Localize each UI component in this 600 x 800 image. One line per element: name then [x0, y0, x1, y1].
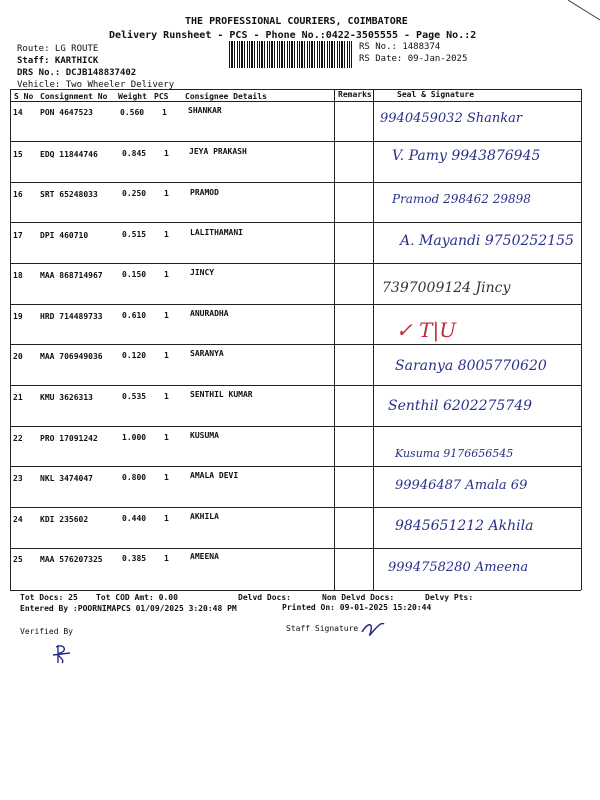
row-consignee: AMALA DEVI [190, 471, 239, 480]
row-signature: 99946487 Amala 69 [395, 478, 528, 493]
row-pcs: 1 [164, 311, 169, 320]
company-title: THE PROFESSIONAL COURIERS, COIMBATORE [185, 16, 408, 27]
verified-by-label: Verified By [20, 627, 73, 636]
runsheet-subtitle: Delivery Runsheet - PCS - Phone No.:0422-3505555 - Page No.:2 [109, 30, 477, 41]
row-weight: 0.535 [122, 392, 147, 401]
row-pcs: 1 [164, 189, 169, 198]
row-weight: 0.845 [122, 149, 147, 158]
row-consignment: MAA 576207325 [40, 555, 103, 564]
row-consignment: NKL 3474047 [40, 474, 93, 483]
row-pcs: 1 [164, 554, 169, 563]
row-weight: 0.610 [122, 311, 147, 320]
printed-on: Printed On: 09-01-2025 15:20:44 [282, 603, 432, 612]
row-consignee: PRAMOD [190, 188, 219, 197]
col-header-signature: Seal & Signature [397, 90, 475, 99]
row-sno: 21 [13, 393, 23, 402]
row-consignment: PRO 17091242 [40, 434, 98, 443]
row-signature: 9845651212 Akhila [395, 518, 534, 534]
col-header-pcs: PCS [154, 92, 169, 101]
col-header-remarks: Remarks [338, 90, 372, 99]
row-pcs: 1 [164, 149, 169, 158]
row-sno: 18 [13, 271, 23, 280]
row-consignee: ANURADHA [190, 309, 229, 318]
row-pcs: 1 [164, 433, 169, 442]
row-sno: 14 [13, 108, 23, 117]
row-signature: Kusuma 9176656545 [395, 447, 514, 460]
route-label: Route: LG ROUTE [17, 44, 99, 54]
row-consignee: SENTHIL KUMAR [190, 390, 253, 399]
row-signature: 7397009124 Jincy [382, 280, 511, 296]
total-cod-amount: Tot COD Amt: 0.00 [96, 593, 178, 602]
row-weight: 0.150 [122, 270, 147, 279]
row-sno: 24 [13, 515, 23, 524]
row-consignment: PON 4647523 [40, 108, 93, 117]
staff-signature-mark [358, 618, 388, 640]
row-weight: 0.560 [120, 108, 145, 117]
row-consignment: EDQ 11844746 [40, 150, 98, 159]
entered-by: Entered By :POORNIMAPCS 01/09/2025 3:20:48 PM [20, 604, 237, 613]
row-sno: 22 [13, 434, 23, 443]
rs-number: RS No.: 1488374 [359, 42, 441, 52]
staff-label: Staff: KARTHICK [17, 56, 99, 66]
row-weight: 0.120 [122, 351, 147, 360]
row-signature: ✓ T|U [396, 318, 457, 342]
col-header-sno: S No [14, 92, 34, 101]
row-consignee: KUSUMA [190, 431, 219, 440]
row-signature: Pramod 298462 29898 [392, 192, 531, 206]
row-sno: 15 [13, 150, 23, 159]
non-delivered-docs: Non Delvd Docs: [322, 593, 395, 602]
row-consignee: JEYA PRAKASH [189, 147, 247, 156]
row-consignee: SHANKAR [188, 106, 222, 115]
row-sno: 16 [13, 190, 23, 199]
row-signature: Saranya 8005770620 [395, 358, 547, 374]
col-header-consignee: Consignee Details [185, 92, 267, 101]
row-weight: 0.385 [122, 554, 147, 563]
row-signature: A. Mayandi 9750252155 [400, 233, 574, 249]
rs-date: RS Date: 09-Jan-2025 [359, 54, 468, 64]
total-docs: Tot Docs: 25 [20, 593, 78, 602]
row-weight: 0.800 [122, 473, 147, 482]
row-consignee: AKHILA [190, 512, 219, 521]
row-pcs: 1 [162, 108, 167, 117]
row-weight: 0.440 [122, 514, 147, 523]
row-signature: V. Pamy 9943876945 [392, 148, 541, 164]
row-sno: 19 [13, 312, 23, 321]
row-sno: 25 [13, 555, 23, 564]
row-consignment: KDI 235602 [40, 515, 89, 524]
row-pcs: 1 [164, 392, 169, 401]
row-pcs: 1 [164, 351, 169, 360]
row-sno: 20 [13, 352, 23, 361]
row-weight: 0.250 [122, 189, 147, 198]
page-corner-fold [568, 0, 600, 22]
row-sno: 23 [13, 474, 23, 483]
col-header-weight: Weight [118, 92, 147, 101]
row-pcs: 1 [164, 514, 169, 523]
row-consignment: KMU 3626313 [40, 393, 93, 402]
row-consignment: MAA 706949036 [40, 352, 103, 361]
delivery-points: Delvy Pts: [425, 593, 474, 602]
row-consignee: JINCY [190, 268, 215, 277]
row-weight: 1.000 [122, 433, 147, 442]
row-pcs: 1 [164, 270, 169, 279]
row-sno: 17 [13, 231, 23, 240]
row-consignee: SARANYA [190, 349, 224, 358]
row-pcs: 1 [164, 230, 169, 239]
row-consignee: AMEENA [190, 552, 219, 561]
row-signature: Senthil 6202275749 [388, 398, 533, 414]
row-pcs: 1 [164, 473, 169, 482]
row-consignment: DPI 460710 [40, 231, 89, 240]
row-signature: 9994758280 Ameena [388, 560, 529, 575]
row-weight: 0.515 [122, 230, 147, 239]
vehicle-label: Vehicle: Two Wheeler Delivery [17, 80, 175, 90]
delivered-docs: Delvd Docs: [238, 593, 291, 602]
row-consignment: MAA 868714967 [40, 271, 103, 280]
verified-signature-mark [50, 641, 74, 667]
row-signature: 9940459032 Shankar [380, 111, 523, 126]
row-consignment: HRD 714489733 [40, 312, 103, 321]
barcode [229, 41, 352, 68]
col-header-consignment: Consignment No [40, 92, 108, 101]
staff-signature-label: Staff Signature [286, 624, 359, 633]
row-consignee: LALITHAMANI [190, 228, 243, 237]
drs-label: DRS No.: DCJB148837402 [17, 68, 137, 78]
row-consignment: SRT 65248033 [40, 190, 98, 199]
